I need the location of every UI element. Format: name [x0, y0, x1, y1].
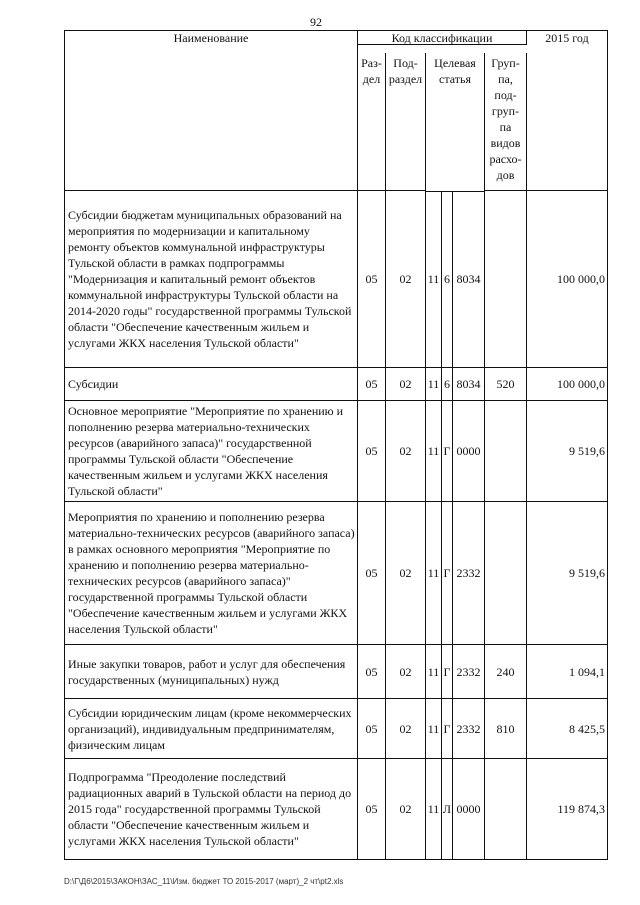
row-cs-direction: 0000 — [453, 401, 485, 502]
row-cs-direction: 8034 — [453, 191, 485, 368]
row-podrazdel: 02 — [386, 401, 426, 502]
header-name: Наименование — [65, 31, 358, 191]
table-row — [65, 191, 608, 368]
row-podrazdel: 02 — [386, 759, 426, 860]
table-row — [65, 699, 608, 759]
row-cs-subprogram: Г — [442, 401, 453, 502]
row-razdel: 05 — [358, 645, 386, 699]
row-razdel: 05 — [358, 759, 386, 860]
row-group — [485, 759, 527, 860]
row-amount: 119 874,3 — [527, 759, 608, 860]
row-group — [485, 502, 527, 645]
row-group — [485, 401, 527, 502]
row-cs-subprogram: Г — [442, 645, 453, 699]
row-cs-program: 11 — [426, 645, 442, 699]
row-cs-program: 11 — [426, 502, 442, 645]
file-path-footer: D:\Г\Д6\2015\ЗАКОН\ЗАС_11\Изм. бюджет ТО 2015-2017 (март)_2 чт\pt2.xls — [64, 877, 344, 886]
row-name: Иные закупки товаров, работ и услуг для обеспечения государственных (муниципальных) нужд — [65, 645, 358, 699]
row-group: 520 — [485, 368, 527, 401]
row-group: 240 — [485, 645, 527, 699]
table-row — [65, 645, 608, 699]
row-name: Субсидии — [65, 368, 358, 401]
row-cs-direction: 2332 — [453, 699, 485, 759]
row-group: 810 — [485, 699, 527, 759]
row-group — [485, 191, 527, 368]
table-row — [65, 368, 608, 401]
header-expense-group: Груп- па, под- груп- па видов расхо- дов — [485, 53, 527, 192]
row-name: Основное мероприятие "Мероприятие по хранению и пополнению резерва материально-технических ресурсов (аварийного запаса)" государственной программы Тульской области "Обеспечение качественным жильем и услугами ЖКХ населения Тульской области" — [65, 401, 358, 502]
row-amount: 9 519,6 — [527, 502, 608, 645]
row-cs-program: 11 — [426, 191, 442, 368]
row-podrazdel: 02 — [386, 191, 426, 368]
row-cs-subprogram: Г — [442, 502, 453, 645]
row-cs-subprogram: Л — [442, 759, 453, 860]
row-amount: 9 519,6 — [527, 401, 608, 502]
row-podrazdel: 02 — [386, 502, 426, 645]
row-amount: 8 425,5 — [527, 699, 608, 759]
row-name: Мероприятия по хранению и пополнению резерва материально-технических ресурсов (аварийного запаса) в рамках основного мероприятия "Мероприятие по хранению и пополнению резерва материально-технических ресурсов (аварийного запаса)" государственной программы Тульской области "Обеспечение качественным жильем и услугами ЖКХ населения Тульской области" — [65, 502, 358, 645]
header-year: 2015 год — [527, 31, 608, 191]
row-cs-direction: 2332 — [453, 645, 485, 699]
header-section: Раз- дел — [358, 53, 386, 192]
row-cs-program: 11 — [426, 401, 442, 502]
row-amount: 1 094,1 — [527, 645, 608, 699]
row-cs-direction: 0000 — [453, 759, 485, 860]
header-code-group: Код классификации — [358, 31, 527, 45]
row-podrazdel: 02 — [386, 645, 426, 699]
row-podrazdel: 02 — [386, 699, 426, 759]
header-subsection: Под- раздел — [386, 53, 426, 192]
row-razdel: 05 — [358, 368, 386, 401]
row-amount: 100 000,0 — [527, 191, 608, 368]
row-cs-program: 11 — [426, 368, 442, 401]
row-cs-program: 11 — [426, 759, 442, 860]
row-amount: 100 000,0 — [527, 368, 608, 401]
row-cs-subprogram: 6 — [442, 368, 453, 401]
table-row — [65, 759, 608, 860]
row-razdel: 05 — [358, 191, 386, 368]
row-cs-direction: 2332 — [453, 502, 485, 645]
table-row — [65, 401, 608, 502]
row-name: Подпрограмма "Преодоление последствий радиационных аварий в Тульской области на период до 2015 года" государственной программы Тульской области "Обеспечение качественным жильем и услугами ЖКХ населения Тульской области" — [65, 759, 358, 860]
row-name: Субсидии юридическим лицам (кроме некоммерческих организаций), индивидуальным предпринимателям, физическим лицам — [65, 699, 358, 759]
row-name: Субсидии бюджетам муниципальных образований на мероприятия по модернизации и капитальному ремонту объектов коммунальной инфраструктуры Тульской области в рамках подпрограммы "Модернизация и капитальный ремонт объектов коммунальной инфраструктуры Тульской области на 2014-2020 годы" государственной программы Тульской области "Обеспечение качественным жильем и услугами ЖКХ населения Тульской области" — [65, 191, 358, 368]
row-razdel: 05 — [358, 699, 386, 759]
budget-table — [64, 30, 608, 860]
row-cs-program: 11 — [426, 699, 442, 759]
row-razdel: 05 — [358, 401, 386, 502]
table-row — [65, 502, 608, 645]
row-cs-direction: 8034 — [453, 368, 485, 401]
table-header — [65, 31, 608, 191]
row-cs-subprogram: 6 — [442, 191, 453, 368]
row-razdel: 05 — [358, 502, 386, 645]
page-number: 92 — [310, 15, 322, 29]
header-target-article: Целевая статья — [426, 53, 485, 192]
row-podrazdel: 02 — [386, 368, 426, 401]
row-cs-subprogram: Г — [442, 699, 453, 759]
